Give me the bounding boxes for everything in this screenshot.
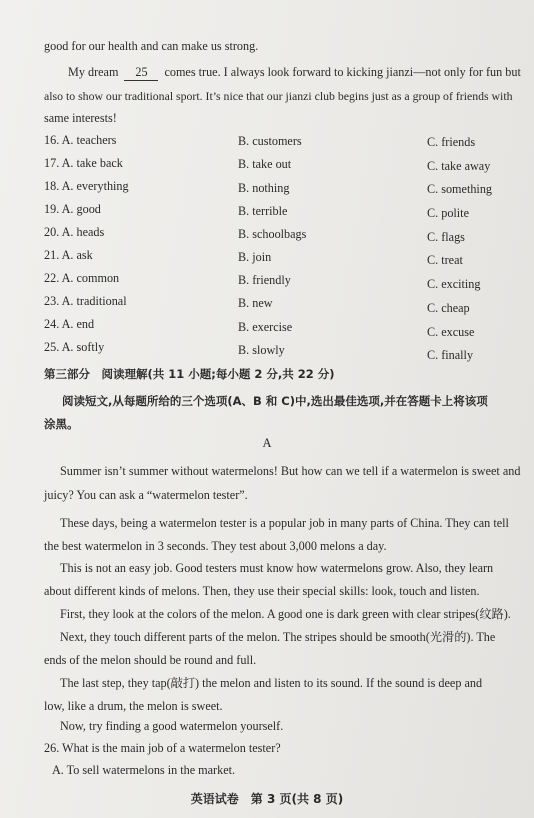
section-heading: 第三部分 阅读理解(共 11 小题;每小题 2 分,共 22 分) (44, 367, 335, 381)
option-a: 18. A. everything (44, 179, 129, 193)
option-b: B. join (238, 250, 272, 264)
option-c: C. flags (427, 230, 465, 244)
option-b: B. friendly (238, 273, 291, 287)
passage-text: My dream (68, 65, 119, 79)
section-instruction: 涂黑。 (44, 417, 79, 431)
passage-line: same interests! (44, 111, 117, 125)
blank-25: 25 (124, 64, 158, 81)
option-b: B. nothing (238, 181, 290, 195)
option-c: C. take away (427, 159, 491, 173)
option-a: 21. A. ask (44, 248, 93, 262)
question-26-option-a: A. To sell watermelons in the market. (52, 763, 236, 777)
passage-a-line: about different kinds of melons. Then, they use their special skills: look, touch and listen. (44, 584, 480, 598)
passage-a-line: First, they look at the colors of the melon. A good one is dark green with clear stripes(纹路). (60, 607, 511, 621)
option-a: 25. A. softly (44, 340, 105, 354)
option-a: 16. A. teachers (44, 133, 117, 147)
passage-a-line: juicy? You can ask a “watermelon tester”. (44, 488, 248, 502)
option-a: 20. A. heads (44, 225, 105, 239)
passage-a-line: This is not an easy job. Good testers must know how watermelons grow. Also, they learn (60, 561, 494, 575)
option-b: B. customers (238, 134, 302, 148)
option-b: B. new (238, 296, 273, 310)
option-b: B. slowly (238, 343, 285, 357)
option-c: C. cheap (427, 301, 470, 315)
question-26: 26. What is the main job of a watermelon tester? (44, 741, 281, 755)
passage-label: A (262, 436, 272, 450)
option-b: B. exercise (238, 320, 293, 334)
option-c: C. exciting (427, 277, 481, 291)
option-a: 24. A. end (44, 317, 95, 331)
passage-a-line: These days, being a watermelon tester is a popular job in many parts of China. They can tell (60, 516, 509, 530)
option-c: C. something (427, 182, 493, 196)
passage-a-line: The last step, they tap(敲打) the melon and listen to its sound. If the sound is deep and (60, 676, 483, 690)
option-c: C. finally (427, 348, 474, 362)
option-c: C. excuse (427, 325, 475, 339)
passage-a-line: the best watermelon in 3 seconds. They test about 3,000 melons a day. (44, 539, 387, 553)
option-a: 22. A. common (44, 271, 120, 285)
passage-line: good for our health and can make us strong. (44, 39, 259, 53)
passage-a-line: Now, try finding a good watermelon yourself. (60, 719, 284, 733)
passage-a-line: Summer isn’t summer without watermelons! But how can we tell if a watermelon is sweet and (60, 464, 521, 478)
passage-a-line: low, like a drum, the melon is sweet. (44, 699, 223, 713)
option-b: B. take out (238, 157, 292, 171)
option-a: 17. A. take back (44, 156, 123, 170)
passage-a-line: Next, they touch different parts of the melon. The stripes should be smooth(光滑的). The (60, 630, 496, 644)
passage-line: also to show our traditional sport. It’s nice that our jianzi club begins just as a group of friends with (44, 89, 513, 103)
section-instruction: 阅读短文,从每题所给的三个选项(A、B 和 C)中,选出最佳选项,并在答题卡上将该项 (62, 394, 488, 408)
passage-a-line: ends of the melon should be round and full. (44, 653, 257, 667)
option-b: B. terrible (238, 204, 288, 218)
page-footer: 英语试卷 第 3 页(共 8 页) (190, 792, 344, 806)
option-c: C. friends (427, 135, 476, 149)
option-a: 23. A. traditional (44, 294, 127, 308)
passage-line-with-blank (68, 64, 521, 81)
option-a: 19. A. good (44, 202, 101, 216)
option-c: C. polite (427, 206, 469, 220)
option-c: C. treat (427, 253, 463, 267)
option-b: B. schoolbags (238, 227, 307, 241)
passage-text: comes true. I always look forward to kicking jianzi—not only for fun but (164, 65, 521, 79)
